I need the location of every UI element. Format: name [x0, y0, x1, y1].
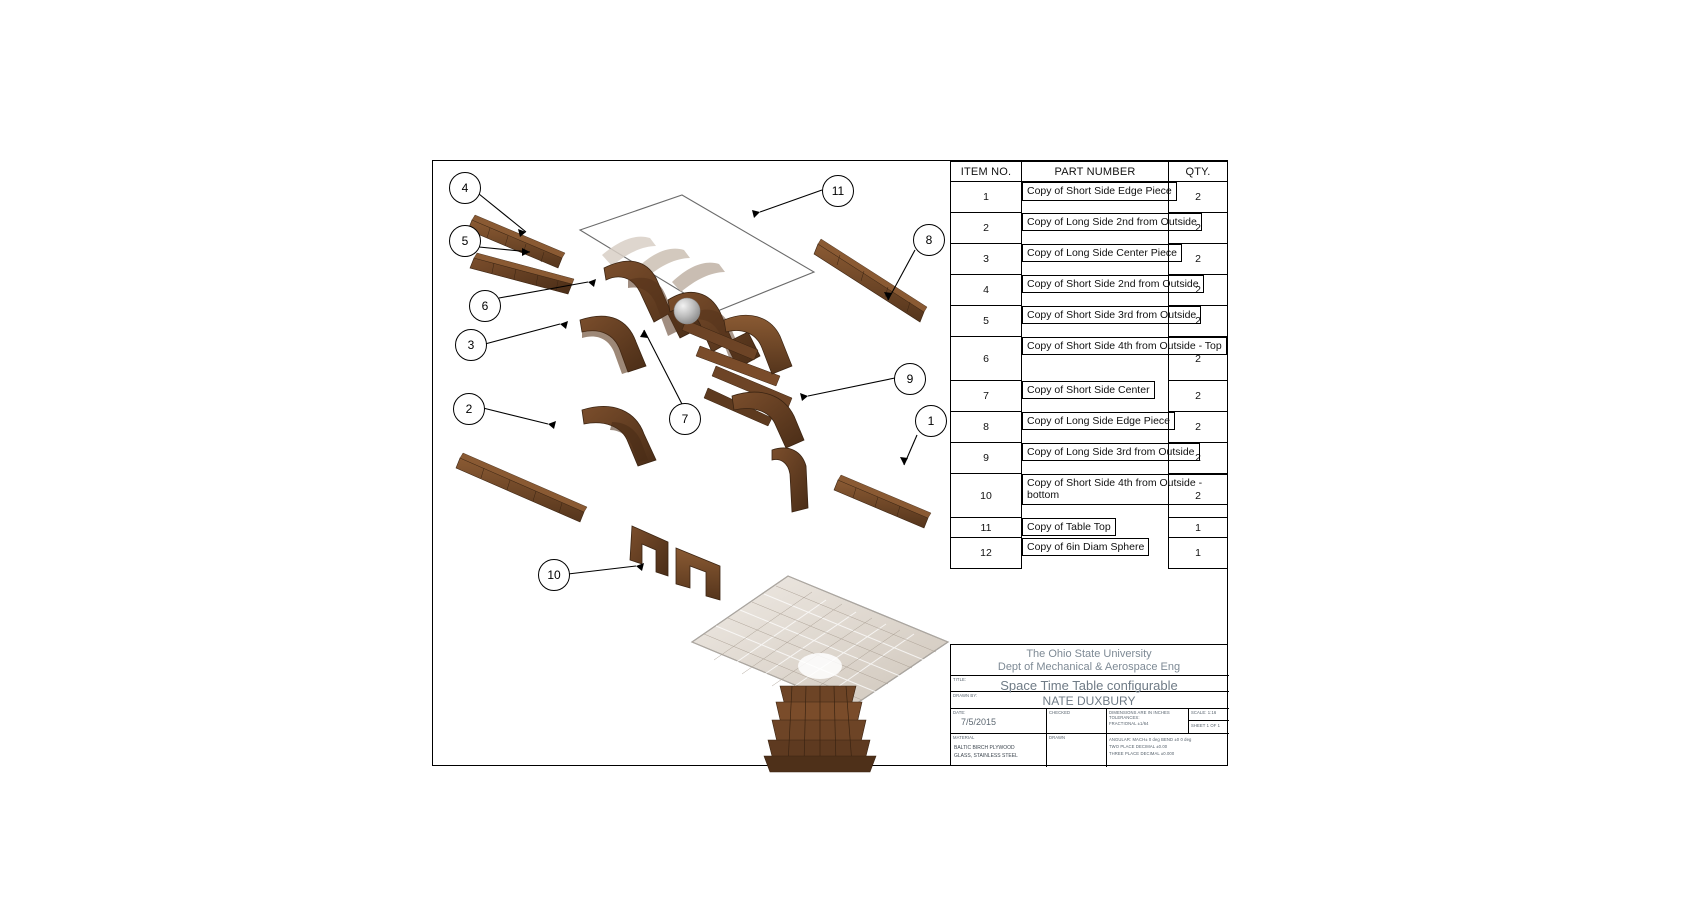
divider — [951, 675, 1229, 676]
bom-item-no: 1 — [951, 182, 1022, 213]
bom-item-no: 4 — [951, 275, 1022, 306]
bom-header-part: PART NUMBER — [1022, 162, 1169, 182]
table-row[interactable] — [951, 337, 1228, 381]
drawn2-caption: DRAWN — [1049, 735, 1066, 740]
table-row[interactable] — [951, 182, 1228, 213]
tolerance-note-5: TWO PLACE DECIMAL ±0.00 — [1109, 744, 1168, 749]
balloon-11[interactable] — [822, 175, 854, 207]
balloon-label: 6 — [481, 299, 489, 313]
bom-qty: 2 — [1169, 443, 1228, 474]
table-row[interactable] — [951, 213, 1228, 244]
date-caption: DATE: — [953, 710, 966, 715]
bom-item-no: 7 — [951, 381, 1022, 412]
part-long-side-center — [580, 316, 646, 374]
bom-item-no: 8 — [951, 412, 1022, 443]
bom-header-row — [951, 162, 1228, 182]
scale-caption: SCALE: 1:16 — [1191, 710, 1217, 715]
bom-qty: 2 — [1169, 412, 1228, 443]
bom-part-number: Copy of Long Side Edge Piece — [1022, 412, 1175, 431]
divider — [1188, 720, 1229, 721]
part-long-side-edge-right — [814, 239, 927, 322]
bom-header-item: ITEM NO. — [951, 162, 1022, 182]
balloon-label: 4 — [461, 181, 469, 195]
assembled-table-view — [680, 560, 960, 770]
bom-part-number: Copy of Table Top — [1022, 518, 1116, 537]
bom-item-no: 9 — [951, 443, 1022, 474]
balloon-7[interactable] — [669, 403, 701, 435]
drawn-caption: DRAWN BY: — [953, 693, 978, 698]
bom-part-number: Copy of Short Side 4th from Outside - bottom — [1022, 474, 1228, 505]
bom-part-number: Copy of Short Side 4th from Outside - Top — [1022, 337, 1227, 356]
balloon-label: 8 — [925, 233, 933, 247]
material-caption: MATERIAL — [953, 735, 975, 740]
sheet-caption: SHEET 1 OF 1 — [1191, 723, 1221, 728]
bom-part-number: Copy of Long Side 3rd from Outside — [1022, 443, 1200, 462]
balloon-label: 3 — [467, 338, 475, 352]
bom-qty: 2 — [1169, 337, 1228, 381]
checked-caption: CHECKED — [1049, 710, 1071, 715]
bom-qty: 1 — [1169, 538, 1228, 569]
bom-qty: 2 — [1169, 474, 1228, 518]
date-value: 7/5/2015 — [961, 717, 997, 727]
balloon-4[interactable] — [449, 172, 481, 204]
page-title: Space Time Table configurable — [1000, 678, 1178, 693]
bom-item-no: 12 — [951, 538, 1022, 569]
balloon-9[interactable] — [894, 363, 926, 395]
bom-header-qty: QTY. — [1169, 162, 1228, 182]
bom-part-number: Copy of Long Side Center Piece — [1022, 244, 1182, 263]
material-value: BALTIC BIRCH PLYWOOD — [954, 745, 1015, 751]
table-row[interactable] — [951, 412, 1228, 443]
bom-qty: 2 — [1169, 275, 1228, 306]
table-row[interactable] — [951, 306, 1228, 337]
bom-item-no: 5 — [951, 306, 1022, 337]
tolerance-note-2: TOLERANCES: — [1109, 715, 1140, 720]
divider — [1106, 708, 1107, 767]
bom-part-number: Copy of Long Side 2nd from Outside — [1022, 213, 1202, 232]
bom-part-number: Copy of Short Side Center — [1022, 381, 1155, 400]
bom-item-no: 6 — [951, 337, 1022, 381]
part-sphere — [674, 298, 700, 324]
bom-qty: 2 — [1169, 306, 1228, 337]
bom-item-no: 2 — [951, 213, 1022, 244]
balloon-label: 5 — [461, 234, 469, 248]
bom-part-number: Copy of Short Side Edge Piece — [1022, 182, 1177, 201]
tolerance-note-3: FRACTIONAL ±1/64 — [1109, 721, 1149, 726]
balloon-6[interactable] — [469, 290, 501, 322]
assembled-table-graphics — [680, 560, 970, 780]
org-line-1: The Ohio State University — [1026, 648, 1152, 660]
bom-qty: 2 — [1169, 182, 1228, 213]
bom-qty: 2 — [1169, 244, 1228, 275]
tolerance-note-6: THREE PLACE DECIMAL ±0.000 — [1109, 751, 1175, 756]
bom-item-no: 11 — [951, 518, 1022, 538]
divider — [951, 733, 1229, 734]
bom-qty: 1 — [1169, 518, 1228, 538]
balloon-1[interactable] — [915, 405, 947, 437]
organization — [951, 648, 1227, 674]
balloon-5[interactable] — [449, 225, 481, 257]
table-row[interactable] — [951, 538, 1228, 569]
table-row[interactable] — [951, 381, 1228, 412]
balloon-3[interactable] — [455, 329, 487, 361]
bom-item-no: 10 — [951, 474, 1022, 518]
balloon-label: 7 — [681, 412, 689, 426]
table-row[interactable] — [951, 518, 1228, 538]
balloon-label: 10 — [547, 568, 561, 582]
balloon-2[interactable] — [453, 393, 485, 425]
table-row[interactable] — [951, 474, 1228, 518]
balloon-8[interactable] — [913, 224, 945, 256]
title-block — [950, 644, 1228, 766]
part-long-slat-bottom-left — [456, 453, 587, 522]
part-short-hook — [772, 448, 808, 512]
finish-value: GLASS, STAINLESS STEEL — [954, 753, 1018, 759]
org-line-2: Dept of Mechanical & Aerospace Eng — [997, 661, 1181, 673]
table-row[interactable] — [951, 443, 1228, 474]
title-caption: TITLE: — [953, 677, 967, 682]
table-row[interactable] — [951, 244, 1228, 275]
tolerance-note-4: ANGULAR: MACH± 0 deg BEND ±0 0 deg — [1109, 737, 1192, 742]
balloon-label: 2 — [465, 402, 473, 416]
bom-part-number: Copy of Short Side 3rd from Outside — [1022, 306, 1201, 325]
bill-of-materials-table — [950, 161, 1228, 569]
bom-part-number: Copy of Short Side 2nd from Outside — [1022, 275, 1204, 294]
balloon-10[interactable] — [538, 559, 570, 591]
part-short-side-edge-right — [834, 475, 931, 528]
balloon-label: 1 — [927, 414, 935, 428]
bom-qty: 2 — [1169, 381, 1228, 412]
bom-qty: 2 — [1169, 213, 1228, 244]
part-long-side-2nd-rib — [582, 406, 656, 466]
bom-item-no: 3 — [951, 244, 1022, 275]
balloon-label: 9 — [906, 372, 914, 386]
balloon-label: 11 — [831, 184, 845, 198]
author-name: NATE DUXBURY — [1042, 694, 1136, 708]
table-row[interactable] — [951, 275, 1228, 306]
tolerance-note-1: DIMENSIONS ARE IN INCHES — [1109, 710, 1170, 715]
bom-part-number: Copy of 6in Diam Sphere — [1022, 538, 1149, 557]
divider — [1046, 708, 1047, 767]
